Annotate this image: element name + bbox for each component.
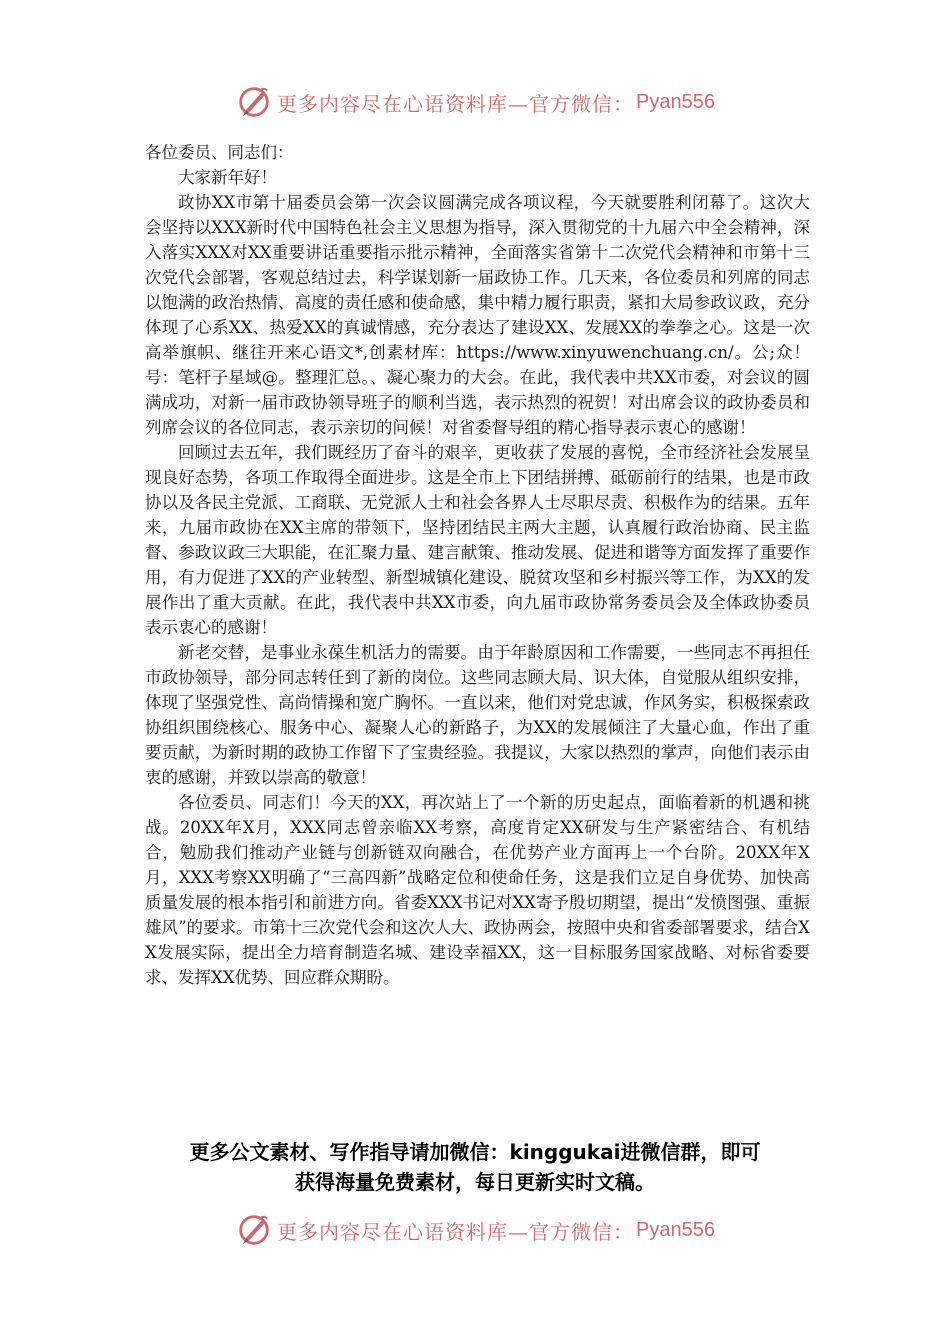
promo-line-1: 更多公文素材、写作指导请加微信：kinggukai进微信群，即可 [189, 1140, 761, 1164]
header-banner [0, 82, 950, 122]
banner-text: 更多内容尽在心语资料库—官方微信： [277, 91, 635, 116]
banner-text: 更多内容尽在心语资料库—官方微信： [277, 1219, 635, 1244]
paragraph-greeting: 大家新年好！ [178, 168, 277, 187]
paragraph-2: 回顾过去五年，我们既经历了奋斗的艰辛，更收获了发展的喜悦，全市经济社会发展呈现良好态势，各项工作取得全面进步。这是全市上下团结拼搏、砥砺前行的结果，也是市政协以及各民主党派、工商联、无党派人士和社会各界人士尽职尽责、积极作为的结果。五年来，九届市政协在XX主席的带领下，坚持团结民主两大主题，认真履行政治协商、民主监督、参政议政三大职能，在汇聚力量、建言献策、推动发展、促进和谐等方面发挥了重要作用，有力促进了XX的产业转型、新型城镇化建设、脱贫攻坚和乡村振兴等工作，为XX的发展作出了重大贡献。在此，我代表中共XX市委，向九届市政协常务委员会及全体政协委员表示衷心的感谢！ [145, 443, 810, 637]
paragraph-4: 各位委员、同志们！今天的XX，再次站上了一个新的历史起点，面临着新的机遇和挑战。20XX年X月，XXX同志曾亲临XX考察，高度肯定XX研发与生产紧密结合、有机结合，勉励我们推动产业链与创新链双向融合，在优势产业方面再上一个台阶。20XX年X月，XXX考察XX明确了“三高四新”战略定位和使命任务，这是我们立足自身优势、加快高质量发展的根本指引和前进方向。省委XXX书记对XX寄予殷切期望，提出“发愤图强、重振雄风”的要求。市第十三次党代会和这次人大、政协两会，按照中央和省委部署要求，结合XX发展实际，提出全力培育制造名城、建设幸福XX，这一目标服务国家战略、对标省委要求、发挥XX优势、回应群众期盼。 [145, 793, 810, 987]
footer-banner [0, 1210, 950, 1250]
banner-wechat-id: Pyan556 [636, 1218, 715, 1241]
salutation: 各位委员、同志们： [145, 143, 294, 162]
banner-wechat-id: Pyan556 [636, 90, 715, 113]
promo-line-2: 获得海量免费素材，每日更新实时文稿。 [295, 1170, 655, 1194]
paragraph-3: 新老交替，是事业永葆生机活力的需要。由于年龄原因和工作需要，一些同志不再担任市政协领导，部分同志转任到了新的岗位。这些同志顾大局、识大体，自觉服从组织安排，体现了坚强党性、高尚情操和宽广胸怀。一直以来，他们对党忠诚，作风务实，积极探索政协组织围绕核心、服务中心、凝聚人心的新路子，为XX的发展倾注了大量心血，作出了重要贡献，为新时期的政协工作留下了宝贵经验。我提议，大家以热烈的掌声，向他们表示由衷的感谢，并致以崇高的敬意！ [145, 643, 810, 787]
paragraph-1: 政协XX市第十届委员会第一次会议圆满完成各项议程，今天就要胜利闭幕了。这次大会坚持以XXX新时代中国特色社会主义思想为指导，深入贯彻党的十九届六中全会精神，深入落实XXX对XX重要讲话重要指示批示精神，全面落实省第十二次党代会精神和市第十三次党代会部署，客观总结过去，科学谋划新一届政协工作。几天来，各位委员和列席的同志以饱满的政治热情、高度的责任感和使命感，集中精力履行职责，紧扣大局参政议政，充分体现了心系XX、热爱XX的真诚情感，充分表达了建设XX、发展XX的拳拳之心。这是一次高举旗帜、继往开来心语文*,创素材库：https://www.xinyuwenchuang.cn/。公;众！号：笔杆子星域@。整理汇总。、凝心聚力的大会。在此，我代表中共XX市委，对会议的圆满成功，对新一届市政协领导班子的顺利当选，表示热烈的祝贺！对出席会议的政协委员和列席会议的各位同志，表示亲切的问候！对省委督导组的精心指导表示衷心的感谢！ [145, 193, 810, 437]
pen-logo-icon [235, 83, 273, 121]
document-body [145, 140, 810, 990]
pen-logo-icon [235, 1211, 273, 1249]
promo-note [120, 1137, 830, 1197]
